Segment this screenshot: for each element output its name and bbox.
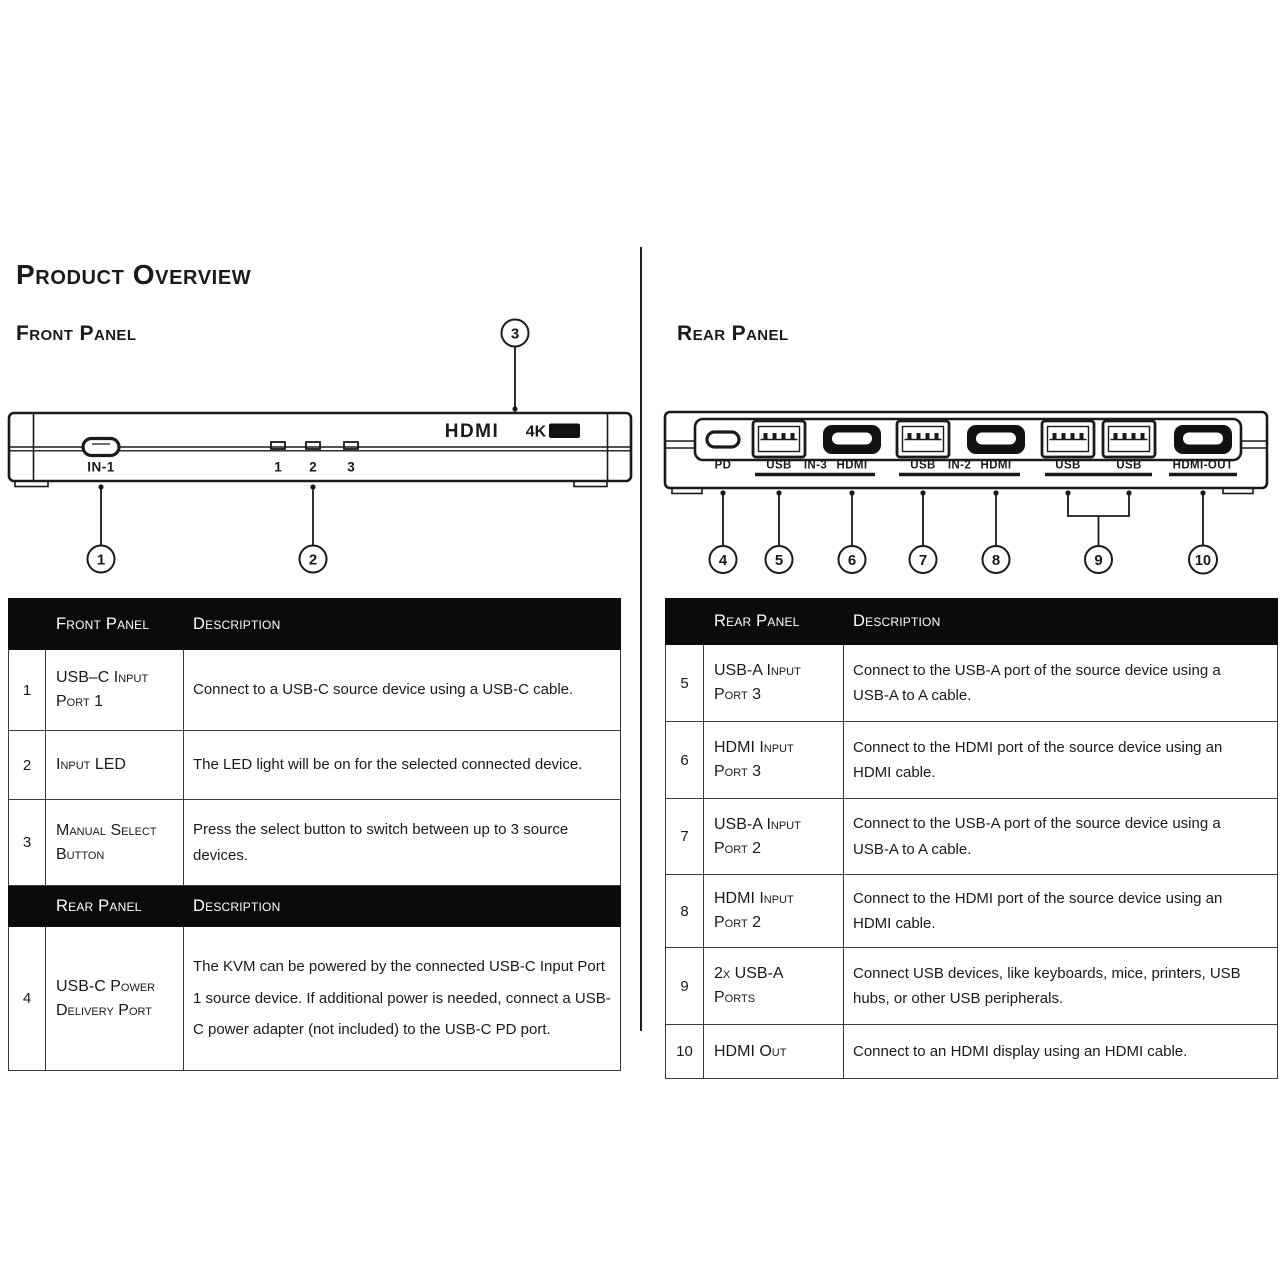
usba-port-in2 <box>897 421 949 457</box>
table-row <box>666 645 1278 722</box>
led-label-1: 1 <box>274 459 282 475</box>
usbc-pd-port <box>707 432 739 447</box>
rear-panel-diagram <box>660 318 1280 580</box>
led-2 <box>306 442 320 449</box>
table-row <box>666 722 1278 799</box>
hdmi-port-in3 <box>823 425 881 454</box>
header-desc-cell: Description <box>184 599 621 650</box>
usb-label-b: USB <box>1116 459 1142 472</box>
hdmi-out-port <box>1174 425 1232 454</box>
header-num-cell <box>9 599 46 650</box>
callout-5 <box>766 490 793 573</box>
page-title: Product Overview <box>16 259 252 290</box>
row-desc-cell: Connect to an HDMI display using an HDMI cable. <box>844 1025 1278 1079</box>
rear-section-header <box>9 886 621 927</box>
svg-text:8: 8 <box>991 552 1001 569</box>
row-label-cell: Input LED <box>46 731 184 800</box>
row-label-cell: HDMI Input Port 3 <box>704 722 844 799</box>
header-num-cell <box>9 886 46 927</box>
hdmi-logo: HDMI <box>444 421 500 442</box>
row-num-cell: 2 <box>9 731 46 800</box>
column-divider <box>640 247 642 1031</box>
table-row <box>9 650 621 731</box>
front-table-header <box>9 599 621 650</box>
callout-4 <box>710 490 737 573</box>
row-desc-cell: Connect USB devices, like keyboards, mice, printers, USB hubs, or other USB peripherals. <box>844 948 1278 1025</box>
svg-text:10: 10 <box>1194 553 1212 569</box>
callout-3 <box>502 320 529 412</box>
usb-label-a: USB <box>1055 459 1081 472</box>
row-label-cell: USB-A Input Port 3 <box>704 645 844 722</box>
callout-1-number: 1 <box>96 551 106 569</box>
table-row <box>9 800 621 886</box>
row-desc-cell: Connect to the USB-A port of the source device using a USB-A to A cable. <box>844 799 1278 875</box>
row-num-cell: 1 <box>9 650 46 731</box>
row-label-cell: USB-C Power Delivery Port <box>46 927 184 1071</box>
led-label-2: 2 <box>309 459 317 475</box>
rear-panel-table <box>665 598 1278 1079</box>
uhd-badge-label: UHD <box>552 426 577 438</box>
usb-label-in2: USB <box>910 459 936 472</box>
callout-1 <box>88 484 115 572</box>
svg-text:6: 6 <box>847 552 857 569</box>
callout-6 <box>839 490 866 573</box>
row-label-cell: Manual Select Button <box>46 800 184 886</box>
in2-label: IN-2 <box>947 459 972 472</box>
led-1 <box>271 442 285 449</box>
row-label-cell: 2x USB-A Ports <box>704 948 844 1025</box>
leader-dot <box>512 406 517 411</box>
rear-table-header <box>666 599 1278 645</box>
svg-text:4: 4 <box>718 552 728 569</box>
header-panel-cell: Rear Panel <box>704 599 844 645</box>
table-row <box>666 948 1278 1025</box>
row-label-cell: HDMI Out <box>704 1025 844 1079</box>
hdmi-port-in2 <box>967 425 1025 454</box>
hdmi-out-label: HDMI-OUT <box>1172 459 1234 472</box>
usba-port-in3 <box>753 421 805 457</box>
usbc-port-label: IN-1 <box>87 459 115 475</box>
callout-10 <box>1189 490 1217 573</box>
table-row <box>666 1025 1278 1079</box>
row-num-cell: 6 <box>666 722 704 799</box>
header-panel-cell: Front Panel <box>46 599 184 650</box>
row-label-cell: USB–C Input Port 1 <box>46 650 184 731</box>
hdmi-label-in2: HDMI <box>980 459 1012 472</box>
row-label-cell: USB-A Input Port 2 <box>704 799 844 875</box>
usba-peripheral-port-2 <box>1103 421 1155 457</box>
header-panel-cell: Rear Panel <box>46 886 184 927</box>
led-label-3: 3 <box>347 459 355 475</box>
usb-label-in3: USB <box>766 459 792 472</box>
header-num-cell <box>666 599 704 645</box>
row-desc-cell: Connect to the USB-A port of the source device using a USB-A to A cable. <box>844 645 1278 722</box>
header-desc-cell: Description <box>844 599 1278 645</box>
svg-text:9: 9 <box>1094 552 1103 569</box>
row-desc-cell: Connect to the HDMI port of the source device using an HDMI cable. <box>844 875 1278 948</box>
row-num-cell: 3 <box>9 800 46 886</box>
row-num-cell: 4 <box>9 927 46 1071</box>
in3-label: IN-3 <box>803 459 828 472</box>
row-num-cell: 5 <box>666 645 704 722</box>
row-desc-cell: Connect to the HDMI port of the source device using an HDMI cable. <box>844 722 1278 799</box>
callout-2-number: 2 <box>308 551 318 569</box>
rear-panel-heading: Rear Panel <box>677 322 789 345</box>
table-row <box>666 875 1278 948</box>
hdmi-label-in3: HDMI <box>836 459 868 472</box>
callout-8 <box>983 490 1010 573</box>
header-desc-cell: Description <box>184 886 621 927</box>
row-num-cell: 10 <box>666 1025 704 1079</box>
led-3 <box>344 442 358 449</box>
row-num-cell: 9 <box>666 948 704 1025</box>
callout-9 <box>1065 490 1131 573</box>
table-row <box>9 927 621 1071</box>
row-desc-cell: Press the select button to switch between up to 3 source devices. <box>184 800 621 886</box>
row-desc-cell: The KVM can be powered by the connected USB-C Input Port 1 source device. If additional power is needed, connect a USB-C power adapter (not included) to the USB-C PD port. <box>184 927 621 1071</box>
row-num-cell: 8 <box>666 875 704 948</box>
4k-logo: 4K <box>525 423 547 441</box>
callout-7 <box>910 490 937 573</box>
svg-text:7: 7 <box>918 552 928 569</box>
callout-2 <box>300 484 327 572</box>
row-label-cell: HDMI Input Port 2 <box>704 875 844 948</box>
rear-callouts <box>710 490 1218 573</box>
svg-text:5: 5 <box>774 552 784 569</box>
row-desc-cell: The LED light will be on for the selected connected device. <box>184 731 621 800</box>
table-row <box>9 731 621 800</box>
front-panel-table <box>8 598 621 1071</box>
pd-label: PD <box>714 459 732 472</box>
row-num-cell: 7 <box>666 799 704 875</box>
row-desc-cell: Connect to a USB-C source device using a USB-C cable. <box>184 650 621 731</box>
usba-peripheral-port-1 <box>1042 421 1094 457</box>
usbc-input-port <box>83 439 119 475</box>
table-row <box>666 799 1278 875</box>
front-panel-diagram <box>0 318 640 580</box>
callout-3-number: 3 <box>510 325 520 343</box>
front-panel-heading: Front Panel <box>16 322 137 345</box>
